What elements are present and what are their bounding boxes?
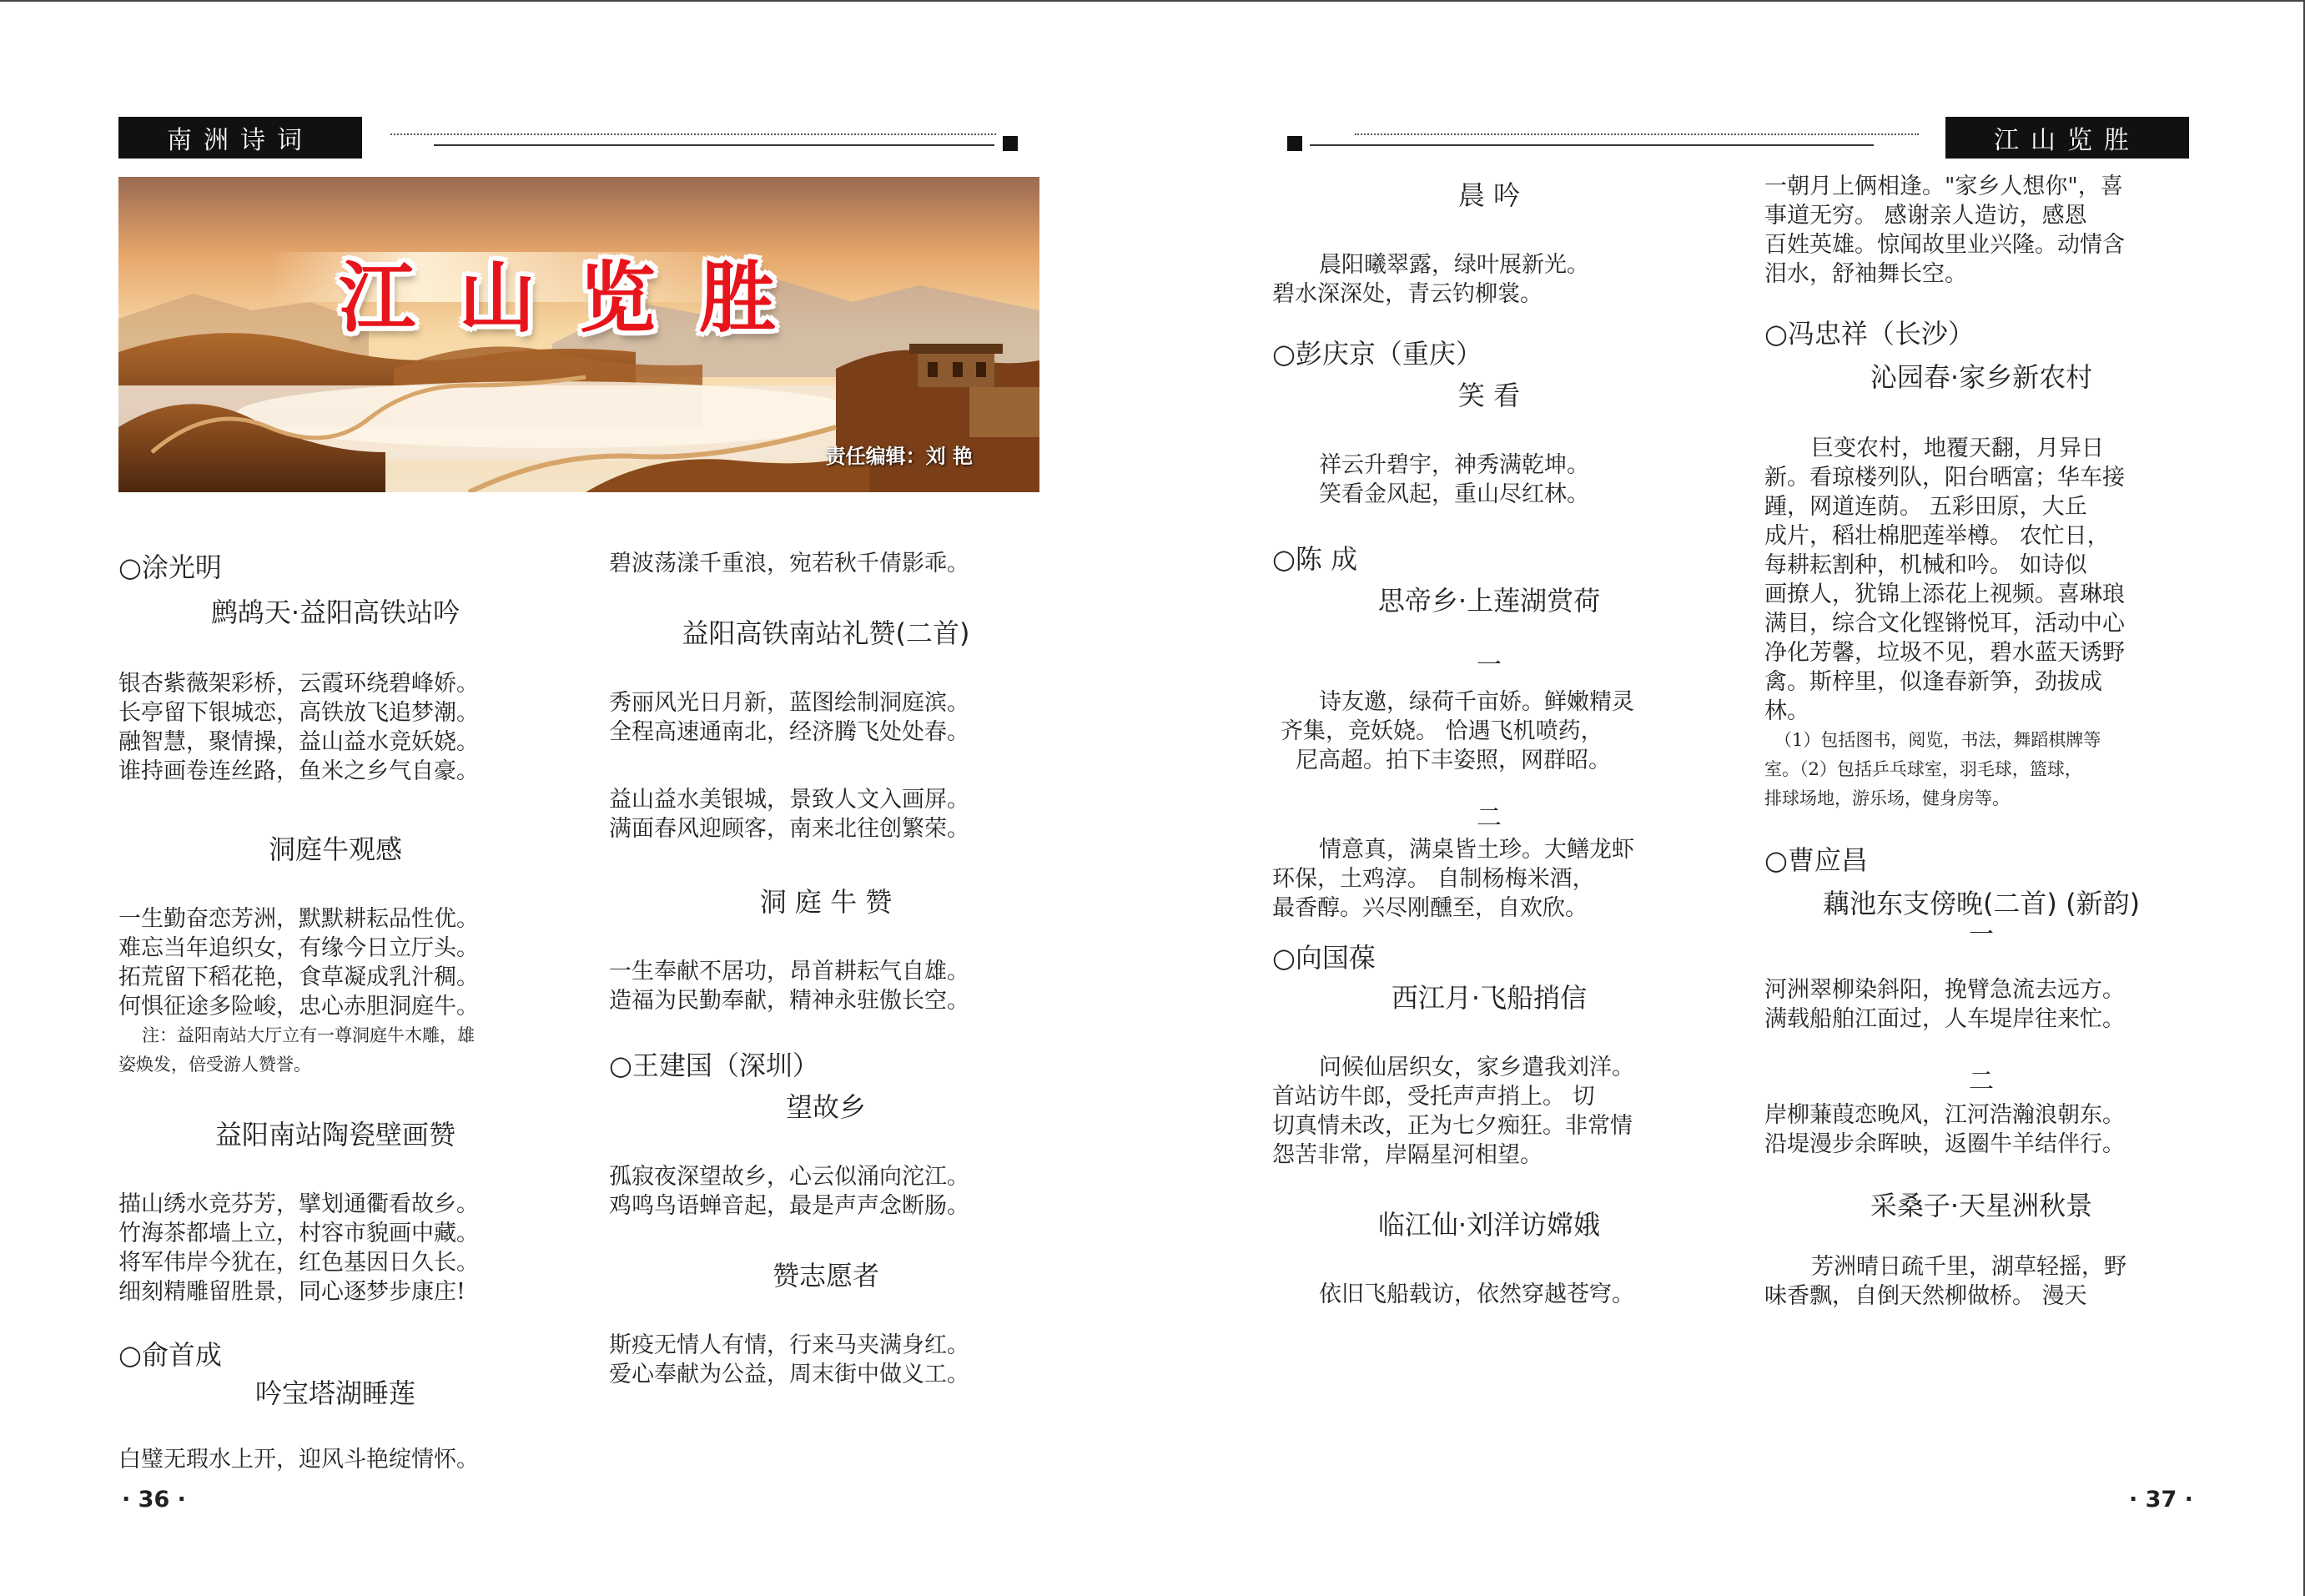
poem-note: （1）包括图书，阅览，书法，舞蹈棋牌等	[1774, 730, 2101, 750]
poem-line: 禽。斯梓里，似逢春新笋，劲拔成	[1764, 669, 2102, 695]
right-page-number: · 37 ·	[2129, 1487, 2193, 1513]
poet-name: ○陈 成	[1272, 543, 1358, 575]
poem-line: 造福为民勤奉献，精神永驻傲长空。	[609, 988, 969, 1014]
left-section-header: 南洲诗词	[118, 117, 362, 159]
page-top-border	[0, 0, 2305, 2]
poem-title: 临江仙·刘洋访嫦娥	[1377, 1209, 1601, 1241]
poet-name: ○曹应昌	[1764, 844, 1868, 876]
poem-line: 百姓英雄。惊闻故里业兴隆。动情含	[1764, 232, 2125, 258]
poem-title: 赞志愿者	[772, 1260, 879, 1291]
poem-line: 岸柳蒹葭恋晚风，江河浩瀚浪朝东。	[1764, 1102, 2125, 1128]
poem-line: 沿堤漫步余晖映，返圈牛羊结伴行。	[1764, 1131, 2125, 1157]
poem-title: 望故乡	[785, 1091, 866, 1123]
poem-line: 爱心奉献为公益，周末街中做义工。	[609, 1362, 969, 1387]
poem-line: 首站访牛郎，受托声声捎上。 切	[1272, 1084, 1595, 1110]
poem-line: 全程高速通南北，经济腾飞处处春。	[609, 719, 969, 745]
poem-line: 踵，网道连荫。 五彩田原，大丘	[1764, 494, 2087, 520]
poem-line: 难忘当年追织女，有缘今日立厅头。	[118, 935, 479, 961]
poem-line: 成片，稻壮棉肥莲举樽。 农忙日，	[1764, 523, 2110, 549]
poem-title: 晨 吟	[1457, 179, 1521, 211]
poem-line: 碧波荡漾千重浪，宛若秋千倩影乖。	[609, 551, 969, 576]
poem-line: 细刻精雕留胜景，同心逐梦步康庄!	[118, 1279, 466, 1305]
right-header-square	[1287, 136, 1302, 151]
poet-name: ○冯忠祥（长沙）	[1764, 318, 1975, 350]
poem-line: 秀丽风光日月新，蓝图绘制洞庭滨。	[609, 690, 969, 716]
right-header-dotted-rule	[1355, 133, 1919, 135]
poem-line: 祥云升碧宇，神秀满乾坤。	[1319, 452, 1589, 478]
banner-title: 江山览胜	[338, 254, 819, 343]
poem-title: 洞 庭 牛 赞	[759, 886, 893, 918]
column-2	[609, 549, 1043, 1389]
poem-title: 西江月·飞船捎信	[1391, 982, 1588, 1014]
right-header-rule	[1310, 144, 1874, 146]
poem-line: 味香飘，自倒天然柳做桥。 漫天	[1764, 1283, 2087, 1309]
poem-line: 益山益水美银城，景致人文入画屏。	[609, 787, 969, 813]
column-4	[1764, 172, 2198, 1311]
poem-line: 问候仙居织女，家乡遣我刘洋。	[1319, 1055, 1634, 1080]
poem-line: 融智慧，聚情操，益山益水竞妖娆。	[118, 729, 479, 755]
poem-line: 鸡鸣鸟语蝉音起，最是声声念断肠。	[609, 1193, 969, 1219]
column-1	[118, 551, 552, 1474]
poem-line: 巨变农村，地覆天翻，月异日	[1811, 436, 2104, 461]
poem-line: 斯疫无情人有情，行来马夹满身红。	[609, 1332, 969, 1358]
poem-line: 一生勤奋恋芳洲，默默耕耘品性优。	[118, 906, 479, 932]
poem-title: 益阳南站陶瓷壁画赞	[214, 1119, 455, 1150]
poem-line: 齐集，竞妖娆。 恰遇飞机喷药，	[1281, 718, 1603, 744]
right-section-header: 江山览胜	[1945, 117, 2189, 159]
poem-line: 最香醇。兴尽刚醺至，自欢欣。	[1272, 895, 1588, 921]
poem-line: 情意真，满桌皆土珍。大鳝龙虾	[1319, 837, 1634, 863]
poem-line: 每耕耘割种，机械和吟。 如诗似	[1764, 552, 2087, 578]
poem-line: 依旧飞船载访，依然穿越苍穹。	[1319, 1281, 1634, 1307]
poem-part-number: 二	[1969, 1067, 1994, 1096]
left-page-number: · 36 ·	[122, 1487, 186, 1513]
poem-note: 注：益阳南站大厅立有一尊洞庭牛木雕，雄	[142, 1025, 475, 1045]
poem-line: 泪水，舒袖舞长空。	[1764, 261, 1967, 287]
poem-title: 采桑子·天星洲秋景	[1870, 1190, 2093, 1221]
poem-line: 碧水深深处，青云钓柳裳。	[1272, 281, 1543, 307]
poem-line: 河洲翠柳染斜阳，挽臂急流去远方。	[1764, 977, 2125, 1003]
poet-name: ○俞首成	[118, 1339, 222, 1371]
poem-part-number: 一	[1969, 920, 1994, 949]
poem-title: 笑 看	[1457, 380, 1521, 411]
poem-note: 姿焕发，倍受游人赞誉。	[118, 1055, 311, 1075]
column-3	[1272, 179, 1706, 1309]
poet-name: ○彭庆京（重庆）	[1272, 338, 1482, 370]
poet-name: ○向国葆	[1272, 942, 1376, 974]
poem-line: 白璧无瑕水上开，迎风斗艳绽情怀。	[118, 1447, 479, 1473]
poem-title: 藕池东支傍晚(二首) (新韵)	[1822, 888, 2141, 919]
poem-line: 长亭留下银城恋，高铁放飞追梦潮。	[118, 700, 479, 726]
poem-line: 尼高超。拍下丰姿照，网群昭。	[1296, 748, 1611, 773]
poem-title: 益阳高铁南站礼赞(二首)	[682, 617, 970, 649]
poem-title: 鹧鸪天·益阳高铁站吟	[210, 597, 460, 628]
poem-line: 怨苦非常，岸隔星河相望。	[1272, 1142, 1543, 1168]
poem-line: 新。看琼楼列队，阳台晒富；华车接	[1764, 465, 2125, 491]
poem-line: 诗友邀，绿荷千亩娇。鲜嫩精灵	[1319, 689, 1634, 715]
poet-name: ○王建国（深圳）	[609, 1050, 819, 1081]
poem-line: 谁持画卷连丝路，鱼米之乡气自豪。	[118, 758, 479, 784]
poem-part-number: 一	[1477, 651, 1502, 680]
poet-name: ○涂光明	[118, 551, 222, 583]
poem-line: 净化芳馨，垃圾不见，碧水蓝天诱野	[1764, 640, 2125, 666]
poem-note: 排球场地，游乐场，健身房等。	[1764, 788, 2010, 808]
poem-line: 孤寂夜深望故乡，心云似涌向沱江。	[609, 1164, 969, 1190]
poem-line: 切真情未改，正为七夕痴狂。非常情	[1272, 1113, 1633, 1139]
poem-line: 拓荒留下稻花艳，食草凝成乳汁稠。	[118, 964, 479, 990]
left-header-dotted-rule	[390, 133, 996, 135]
poem-title: 洞庭牛观感	[268, 833, 402, 865]
poem-line: 满面春风迎顾客，南来北往创繁荣。	[609, 816, 969, 842]
left-header-square	[1003, 136, 1018, 151]
left-header-rule	[434, 144, 994, 146]
poem-line: 满目，综合文化铿锵悦耳，活动中心	[1764, 611, 2125, 637]
poem-line: 一朝月上俩相逢。"家乡人想你"，喜	[1764, 174, 2123, 199]
poem-note: 室。（2）包括乒乓球室，羽毛球，篮球，	[1764, 759, 2082, 779]
poem-line: 何惧征途多险峻，忠心赤胆洞庭牛。	[118, 994, 479, 1020]
poem-title: 思帝乡·上莲湖赏荷	[1377, 585, 1601, 617]
poem-line: 事道无穷。 感谢亲人造访，感恩	[1764, 203, 2087, 229]
poem-line: 描山绣水竞芬芳，擘划通衢看故乡。	[118, 1191, 479, 1217]
poem-line: 银杏紫薇架彩桥，云霞环绕碧峰娇。	[118, 671, 479, 697]
poem-part-number: 二	[1477, 803, 1502, 833]
poem-line: 芳洲晴日疏千里，湖草轻摇，野	[1811, 1254, 2126, 1280]
banner-image	[118, 177, 1039, 492]
poem-line: 林。	[1764, 698, 1809, 724]
poem-line: 满载船舶江面过，人车堤岸往来忙。	[1764, 1006, 2125, 1032]
poem-title: 沁园春·家乡新农村	[1870, 361, 2093, 393]
poem-title: 吟宝塔湖睡莲	[254, 1377, 415, 1409]
poem-line: 画撩人，犹锦上添花上视频。喜琳琅	[1764, 582, 2125, 607]
poem-line: 竹海茶都墙上立，村容市貌画中藏。	[118, 1221, 479, 1246]
poem-line: 晨阳曦翠露，绿叶展新光。	[1319, 252, 1589, 278]
poem-line: 一生奉献不居功，昂首耕耘气自雄。	[609, 959, 969, 984]
banner-editor-credit: 责任编辑：刘 艳	[825, 445, 973, 468]
poem-line: 将军伟岸今犹在，红色基因日久长。	[118, 1250, 479, 1276]
poem-line: 环保，土鸡淳。 自制杨梅米酒，	[1272, 866, 1595, 892]
poem-line: 笑看金风起，重山尽红林。	[1319, 481, 1589, 507]
